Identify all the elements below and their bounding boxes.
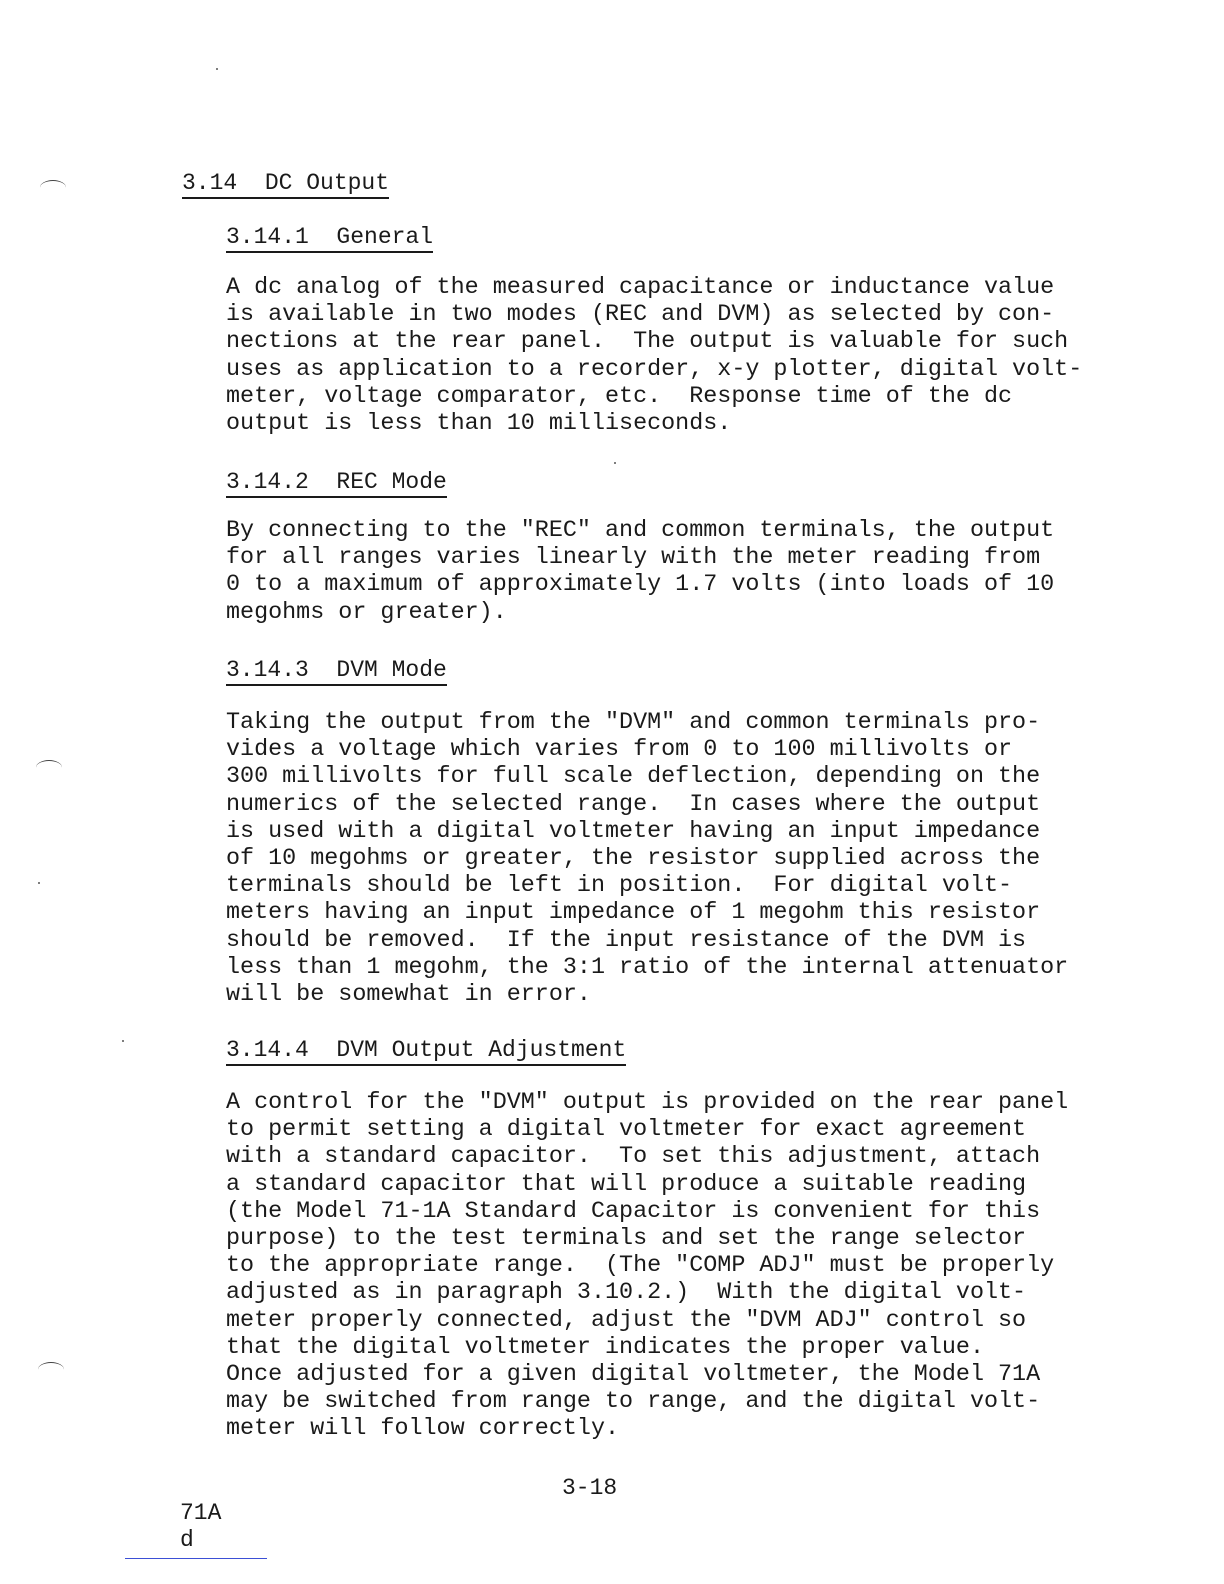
margin-hole-mark bbox=[38, 1362, 64, 1377]
text-line: vides a voltage which varies from 0 to 100 millivolts or bbox=[226, 737, 1013, 764]
footer-rule bbox=[125, 1558, 267, 1559]
text-line: meter will follow correctly. bbox=[226, 1416, 620, 1443]
scan-speck bbox=[614, 462, 616, 464]
text-line: 300 millivolts for full scale deflection, depending on the bbox=[226, 764, 1041, 791]
scan-speck bbox=[216, 68, 218, 70]
text-line: Taking the output from the "DVM" and common terminals pro- bbox=[226, 710, 1041, 736]
text-line: purpose) to the test terminals and set the range selector bbox=[226, 1226, 1027, 1253]
text-line: output is less than 10 milliseconds. bbox=[226, 411, 732, 438]
text-line: for all ranges varies linearly with the meter reading from bbox=[226, 545, 1041, 572]
scan-speck bbox=[38, 882, 40, 884]
subsection-heading-dvm-output-adjustment: 3.14.4 DVM Output Adjustment bbox=[226, 1037, 626, 1066]
footer-revision: d bbox=[180, 1527, 194, 1553]
section-heading: 3.14 DC Output bbox=[182, 170, 389, 199]
text-line: A dc analog of the measured capacitance or inductance value bbox=[226, 275, 1055, 301]
text-line: terminals should be left in position. For digital volt- bbox=[226, 873, 1013, 900]
text-line: may be switched from range to range, and the digital volt- bbox=[226, 1389, 1041, 1416]
paragraph-dvm-output-adjustment bbox=[226, 1090, 1096, 1444]
text-line: meter, voltage comparator, etc. Response time of the dc bbox=[226, 383, 1013, 410]
text-line: that the digital voltmeter indicates the proper value. bbox=[226, 1334, 984, 1361]
text-line: with a standard capacitor. To set this adjustment, attach bbox=[226, 1144, 1041, 1171]
page-number: 3-18 bbox=[562, 1475, 618, 1501]
text-line: adjusted as in paragraph 3.10.2.) With the digital volt- bbox=[226, 1280, 1027, 1307]
text-line: will be somewhat in error. bbox=[226, 982, 591, 1009]
text-line: of 10 megohms or greater, the resistor supplied across the bbox=[226, 846, 1041, 873]
paragraph-general bbox=[226, 275, 1096, 438]
text-line: megohms or greater). bbox=[226, 599, 507, 626]
subsection-heading-rec-mode: 3.14.2 REC Mode bbox=[226, 469, 447, 498]
text-line: A control for the "DVM" output is provided on the rear panel bbox=[226, 1090, 1069, 1116]
text-line: By connecting to the "REC" and common terminals, the output bbox=[226, 518, 1055, 544]
text-line: a standard capacitor that will produce a suitable reading bbox=[226, 1171, 1027, 1198]
subsection-heading-general: 3.14.1 General bbox=[226, 224, 433, 253]
paragraph-rec-mode bbox=[226, 518, 1096, 627]
margin-hole-mark bbox=[40, 180, 66, 195]
text-line: Once adjusted for a given digital voltmeter, the Model 71A bbox=[226, 1362, 1041, 1389]
text-line: 0 to a maximum of approximately 1.7 volts (into loads of 10 bbox=[226, 572, 1055, 599]
margin-hole-mark bbox=[36, 760, 62, 775]
subsection-heading-dvm-mode: 3.14.3 DVM Mode bbox=[226, 657, 447, 686]
text-line: (the Model 71-1A Standard Capacitor is convenient for this bbox=[226, 1198, 1041, 1225]
text-line: less than 1 megohm, the 3:1 ratio of the internal attenuator bbox=[226, 954, 1069, 981]
footer-model: 71A bbox=[180, 1500, 222, 1526]
text-line: should be removed. If the input resistance of the DVM is bbox=[226, 927, 1027, 954]
scan-speck bbox=[122, 1040, 124, 1042]
text-line: numerics of the selected range. In cases where the output bbox=[226, 791, 1041, 818]
text-line: nections at the rear panel. The output is valuable for such bbox=[226, 329, 1069, 356]
text-line: meters having an input impedance of 1 megohm this resistor bbox=[226, 900, 1041, 927]
text-line: is available in two modes (REC and DVM) as selected by con- bbox=[226, 302, 1055, 329]
paragraph-dvm-mode bbox=[226, 710, 1096, 1009]
text-line: uses as application to a recorder, x-y plotter, digital volt- bbox=[226, 356, 1083, 383]
text-line: meter properly connected, adjust the "DVM ADJ" control so bbox=[226, 1307, 1027, 1334]
text-line: to permit setting a digital voltmeter for exact agreement bbox=[226, 1117, 1027, 1144]
text-line: is used with a digital voltmeter having an input impedance bbox=[226, 818, 1041, 845]
text-line: to the appropriate range. (The "COMP ADJ" must be properly bbox=[226, 1253, 1055, 1280]
